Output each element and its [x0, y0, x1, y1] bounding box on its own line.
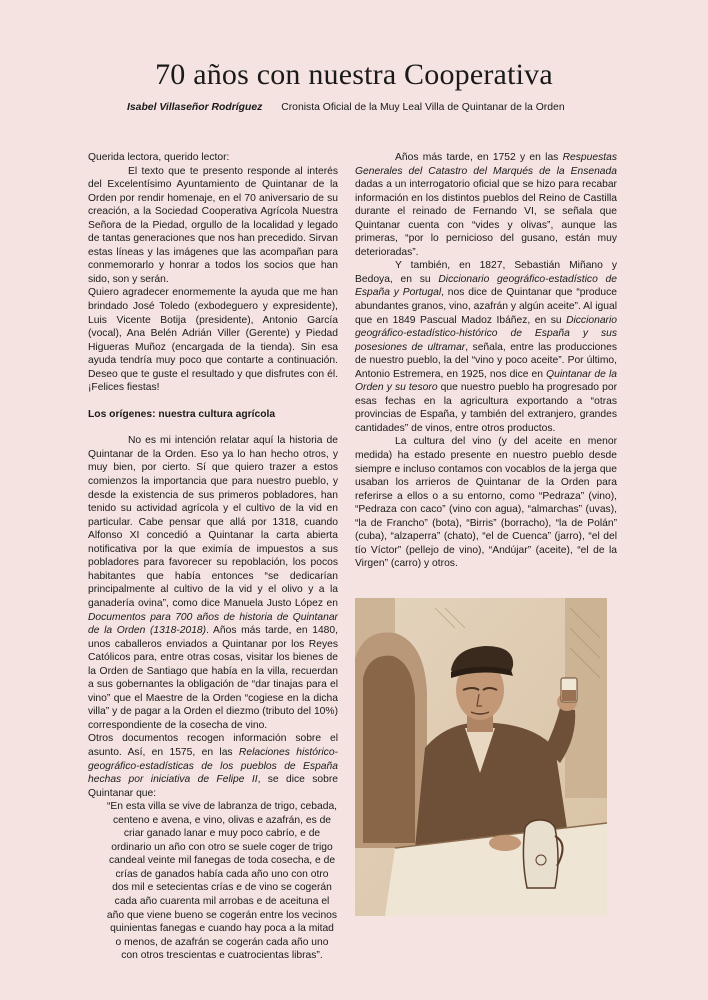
article-title: 70 años con nuestra Cooperativa — [155, 58, 553, 91]
relaciones-paragraph: Otros documentos recogen información sobre el asunto. Así, en 1575, en las Relaciones histórico-geográfico-estadísticas de los pueblos de España hechas por iniciativa de Felipe II, se dice sobre Quintanar que: — [88, 733, 338, 799]
arch-opening — [363, 656, 415, 843]
salutation: Querida lectora, querido lector: — [88, 152, 230, 163]
intro-paragraph: El texto que te presento responde al interés del Excelentísimo Ayuntamiento de Quintanar de la Orden por rendir homenaje, en el 70 aniversario de su creación, a la Sociedad Cooperativa Agrícola Nuestra Señora de la Piedad, orgullo de la localidad y legado de tantas generaciones que nos han precedido. Sirvan estas líneas y las imágenes que las acompañan para conmemorarlo y honrar a todos los socios que han sido, son y serán. — [88, 165, 338, 285]
thanks-paragraph: Quiero agradecer enormemente la ayuda que me han brindado José Toledo (exbodeguero y expresidente), Luis Vicente Botija (presidente), Antonio García (vocal), Ana Belén Adrián Viller (Gerente) y Piedad Higueras Muñoz (encargada de la tienda). Sin esa ayuda tendría muy poco que contarte a continuación. Deseo que te guste el resultado y que disfrutes con él. ¡Felices fiestas! — [88, 287, 338, 394]
section-heading: Los orígenes: nuestra cultura agrícola — [88, 408, 276, 420]
book-title: Relaciones histórico-geográfico-estadísticas de los pueblos de España hechas por iniciativa de Felipe II — [88, 746, 338, 786]
book-title: Diccionario geográfico-estadístico de España y Portugal — [355, 273, 617, 299]
book-title: Respuestas Generales del Catastro del Marqués de la Ensenada — [355, 152, 617, 177]
catastro-paragraph: Años más tarde, en 1752 y en las Respuestas Generales del Catastro del Marqués de la Ensenada dadas a un interrogatorio oficial que se hizo para recabar información en los distintos pueblos del Reino de Castilla durante el reinado de Fernando VI, se señala que Quintanar cuenta con “vides y olivas”, aunque las primeras, “por lo pernicioso del gusano, están muy deterioradas”. — [355, 152, 617, 258]
byline — [127, 101, 597, 114]
book-title: Diccionario geográfico-estadístico-histórico de España y sus posesiones de ultramar — [355, 314, 617, 353]
wine-culture-paragraph: La cultura del vino (y del aceite en menor medida) ha estado presente en nuestro pueblo desde siempre e incluso contamos con vocablos de la jerga que usaban los arrieros de Quintanar de la Orden para referirse a ellos o a su entorno, como “Pedraza” (vino), “Pedraza con caco” (vino con agua), “almarchas” (uvas), “la de Francho” (bota), “Birris” (borracho), “la de Polán” (cuba), “alzaperra” (chato), “el de Cuenca” (jarro), “el del tío Víctor” (pellejo de vino), “Andújar” (aceite), “el de la Virgen” (carro) y otros. — [355, 436, 617, 570]
book-title: Quintanar de la Orden y su tesoro — [355, 368, 617, 394]
origins-paragraph: No es mi intención relatar aquí la historia de Quintanar de la Orden. Eso ya lo han hecho otros, y muy bien, por cierto. Sí que quiero trazer a estos comienzos la importancia que para nuestro pueblo, y desde la existencia de sus primeros pobladores, han tenido su actividad agrícola y el cultivo de la vid en particular. Cabe pensar que allá por 1318, cuando Alfonso XI concedió a Quintanar la carta abierta notificativa por la que eximía de impuestos a sus pobladores para favorecer su repoblación, los pocos habitantes que había entonces “se dedicarían principalmente al cultivo de la vid y el olivo y a la ganadería ovina”, como dice Manuela Justo López en Documentos para 700 años de historia de Quintanar de la Orden (1318-2018). Años más tarde, en 1480, unos caballeros enviados a Quintanar por los Reyes Católicos para, entre otras cosas, visitar los bienes de la Orden de Santiago que había en la villa, recuerdan a sus gobernantes la obligación de “dar tinajas para el vino” que el Maestre de la Orden “cogiese en la dicha villa” y de pagar a la Orden el diezmo (tributo del 10%) correspondiente de la cosecha de vino. — [88, 435, 338, 731]
left-column — [88, 151, 338, 963]
right-column — [355, 151, 617, 571]
resting-hand — [489, 835, 521, 851]
sepia-illustration — [355, 598, 607, 916]
historical-quote: “En esta villa se vive de labranza de trigo, cebada, centeno e avena, e vino, olivas e azafrán, es de criar ganado lanar e muy poco cabrío, e de ordinario un año con otro se suele coger de trigo candeal veinte mil fanegas de toda cosecha, e de crías de ganados había cada año uno con otro dos mil e setecientas crías e de vino se cogerán cada año cuarenta mil arrobas e de aceituna el año que viene bueno se cogerán entre los vecinos quinientas fanegas e cuando hay poca a la mitad o menos, de azafrán se cogerán cada año uno con otros trescientas e cuatrocientas libras”. — [106, 801, 338, 962]
book-title: Documentos para 700 años de historia de Quintanar de la Orden (1318-2018) — [88, 611, 338, 637]
wine-jug — [523, 820, 558, 888]
author-name: Isabel Villaseñor Rodríguez — [127, 102, 263, 113]
diccionario-paragraph: Y también, en 1827, Sebastián Miñano y Bedoya, en su Diccionario geográfico-estadístico de España y Portugal, nos dice de Quintanar que “produce abundantes granos, vino, azafrán y algún aceite”. Al igual que en 1849 Pascual Madoz Ibáñez, en su Diccionario geográfico-estadístico-histórico de España y sus posesiones de ultramar, señala, entre las producciones de nuestro pueblo, la del “vino y poco aceite”. Por último, Antonio Estremera, en 1925, nos dice en Quintanar de la Orden y su tesoro que nuestro pueblo ha progresado por esas fechas en la agricultura exportando a “otras provincias de España, y también del extranjero, grandes cantidades” de vinos, entre otros productos. — [355, 260, 617, 434]
author-role: Cronista Oficial de la Muy Leal Villa de Quintanar de la Orden — [281, 102, 565, 113]
